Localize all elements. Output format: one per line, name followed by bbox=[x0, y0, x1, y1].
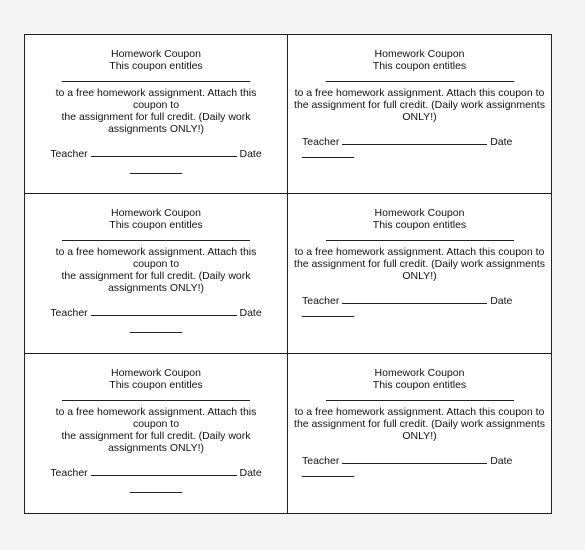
coupon-card bbox=[288, 194, 551, 353]
name-blank-line bbox=[62, 231, 250, 241]
coupon-entitles: This coupon entitles bbox=[109, 378, 203, 391]
teacher-label: Teacher bbox=[302, 136, 340, 148]
signature-row bbox=[288, 454, 551, 480]
coupon-body-line: to a free homework assignment. Attach this coupon to bbox=[294, 246, 545, 259]
coupon-body-line: to a free homework assignment. Attach this coupon to bbox=[55, 246, 257, 271]
date-blank-line bbox=[130, 483, 182, 493]
teacher-blank-line bbox=[91, 147, 237, 157]
date-blank-line bbox=[302, 148, 354, 158]
coupon-entitles: This coupon entitles bbox=[372, 378, 467, 391]
teacher-label: Teacher bbox=[50, 466, 88, 479]
coupon-title: Homework Coupon bbox=[111, 207, 201, 220]
coupon-body-line: the assignment for full credit. (Daily work assignments ONLY!) bbox=[294, 258, 545, 283]
coupon-body-line: to a free homework assignment. Attach this coupon to bbox=[294, 87, 545, 99]
teacher-blank-line bbox=[342, 454, 487, 464]
coupon-entitles: This coupon entitles bbox=[109, 60, 203, 72]
signature-row bbox=[288, 294, 551, 320]
coupon-title: Homework Coupon bbox=[111, 366, 201, 379]
name-blank-line bbox=[326, 231, 514, 241]
signature-row bbox=[25, 466, 287, 493]
name-blank-line bbox=[62, 72, 250, 82]
coupon-card bbox=[288, 354, 551, 513]
coupon-entitles: This coupon entitles bbox=[109, 219, 203, 232]
coupon-body-line: assignments ONLY!) bbox=[107, 123, 205, 135]
coupon-body-line: assignments ONLY!) bbox=[107, 282, 205, 295]
coupon-sheet bbox=[24, 34, 552, 514]
date-label: Date bbox=[490, 295, 513, 308]
coupon-body-line: to a free homework assignment. Attach this coupon to bbox=[55, 405, 257, 430]
teacher-blank-line bbox=[91, 466, 237, 476]
date-label: Date bbox=[239, 148, 262, 160]
coupon-body-line: assignments ONLY!) bbox=[107, 441, 205, 454]
teacher-label: Teacher bbox=[302, 454, 340, 467]
name-blank-line bbox=[62, 391, 250, 401]
coupon-body-line: the assignment for full credit. (Daily work bbox=[61, 429, 251, 442]
date-blank-line bbox=[130, 323, 182, 333]
date-label: Date bbox=[490, 136, 513, 148]
signature-row bbox=[288, 135, 551, 161]
coupon-body-line: the assignment for full credit. (Daily work bbox=[61, 111, 251, 123]
coupon-entitles: This coupon entitles bbox=[372, 60, 467, 72]
coupon-card bbox=[25, 194, 288, 353]
signature-row bbox=[25, 306, 287, 333]
coupon-body-line: to a free homework assignment. Attach this coupon to bbox=[294, 405, 545, 418]
name-blank-line bbox=[326, 391, 514, 401]
coupon-title: Homework Coupon bbox=[374, 48, 465, 60]
coupon-body-line: the assignment for full credit. (Daily work assignments ONLY!) bbox=[294, 99, 545, 123]
signature-row bbox=[25, 147, 287, 174]
date-label: Date bbox=[239, 466, 262, 479]
teacher-label: Teacher bbox=[50, 307, 88, 320]
coupon-card bbox=[25, 35, 288, 194]
date-label: Date bbox=[490, 454, 513, 467]
date-blank-line bbox=[302, 307, 354, 317]
teacher-blank-line bbox=[342, 135, 487, 145]
coupon-body-line: the assignment for full credit. (Daily work assignments ONLY!) bbox=[294, 417, 545, 442]
date-blank-line bbox=[130, 164, 182, 174]
coupon-card bbox=[288, 35, 551, 194]
coupon-entitles: This coupon entitles bbox=[372, 219, 467, 232]
coupon-title: Homework Coupon bbox=[111, 48, 201, 60]
teacher-blank-line bbox=[342, 294, 487, 304]
coupon-title: Homework Coupon bbox=[374, 366, 465, 379]
coupon-title: Homework Coupon bbox=[374, 207, 465, 220]
name-blank-line bbox=[326, 72, 514, 82]
teacher-label: Teacher bbox=[302, 295, 340, 308]
date-blank-line bbox=[302, 467, 354, 477]
coupon-body-line: to a free homework assignment. Attach this coupon to bbox=[55, 87, 257, 111]
coupon-card bbox=[25, 354, 288, 513]
teacher-blank-line bbox=[91, 306, 237, 316]
date-label: Date bbox=[239, 307, 262, 320]
teacher-label: Teacher bbox=[50, 148, 88, 160]
coupon-body-line: the assignment for full credit. (Daily work bbox=[61, 270, 251, 283]
